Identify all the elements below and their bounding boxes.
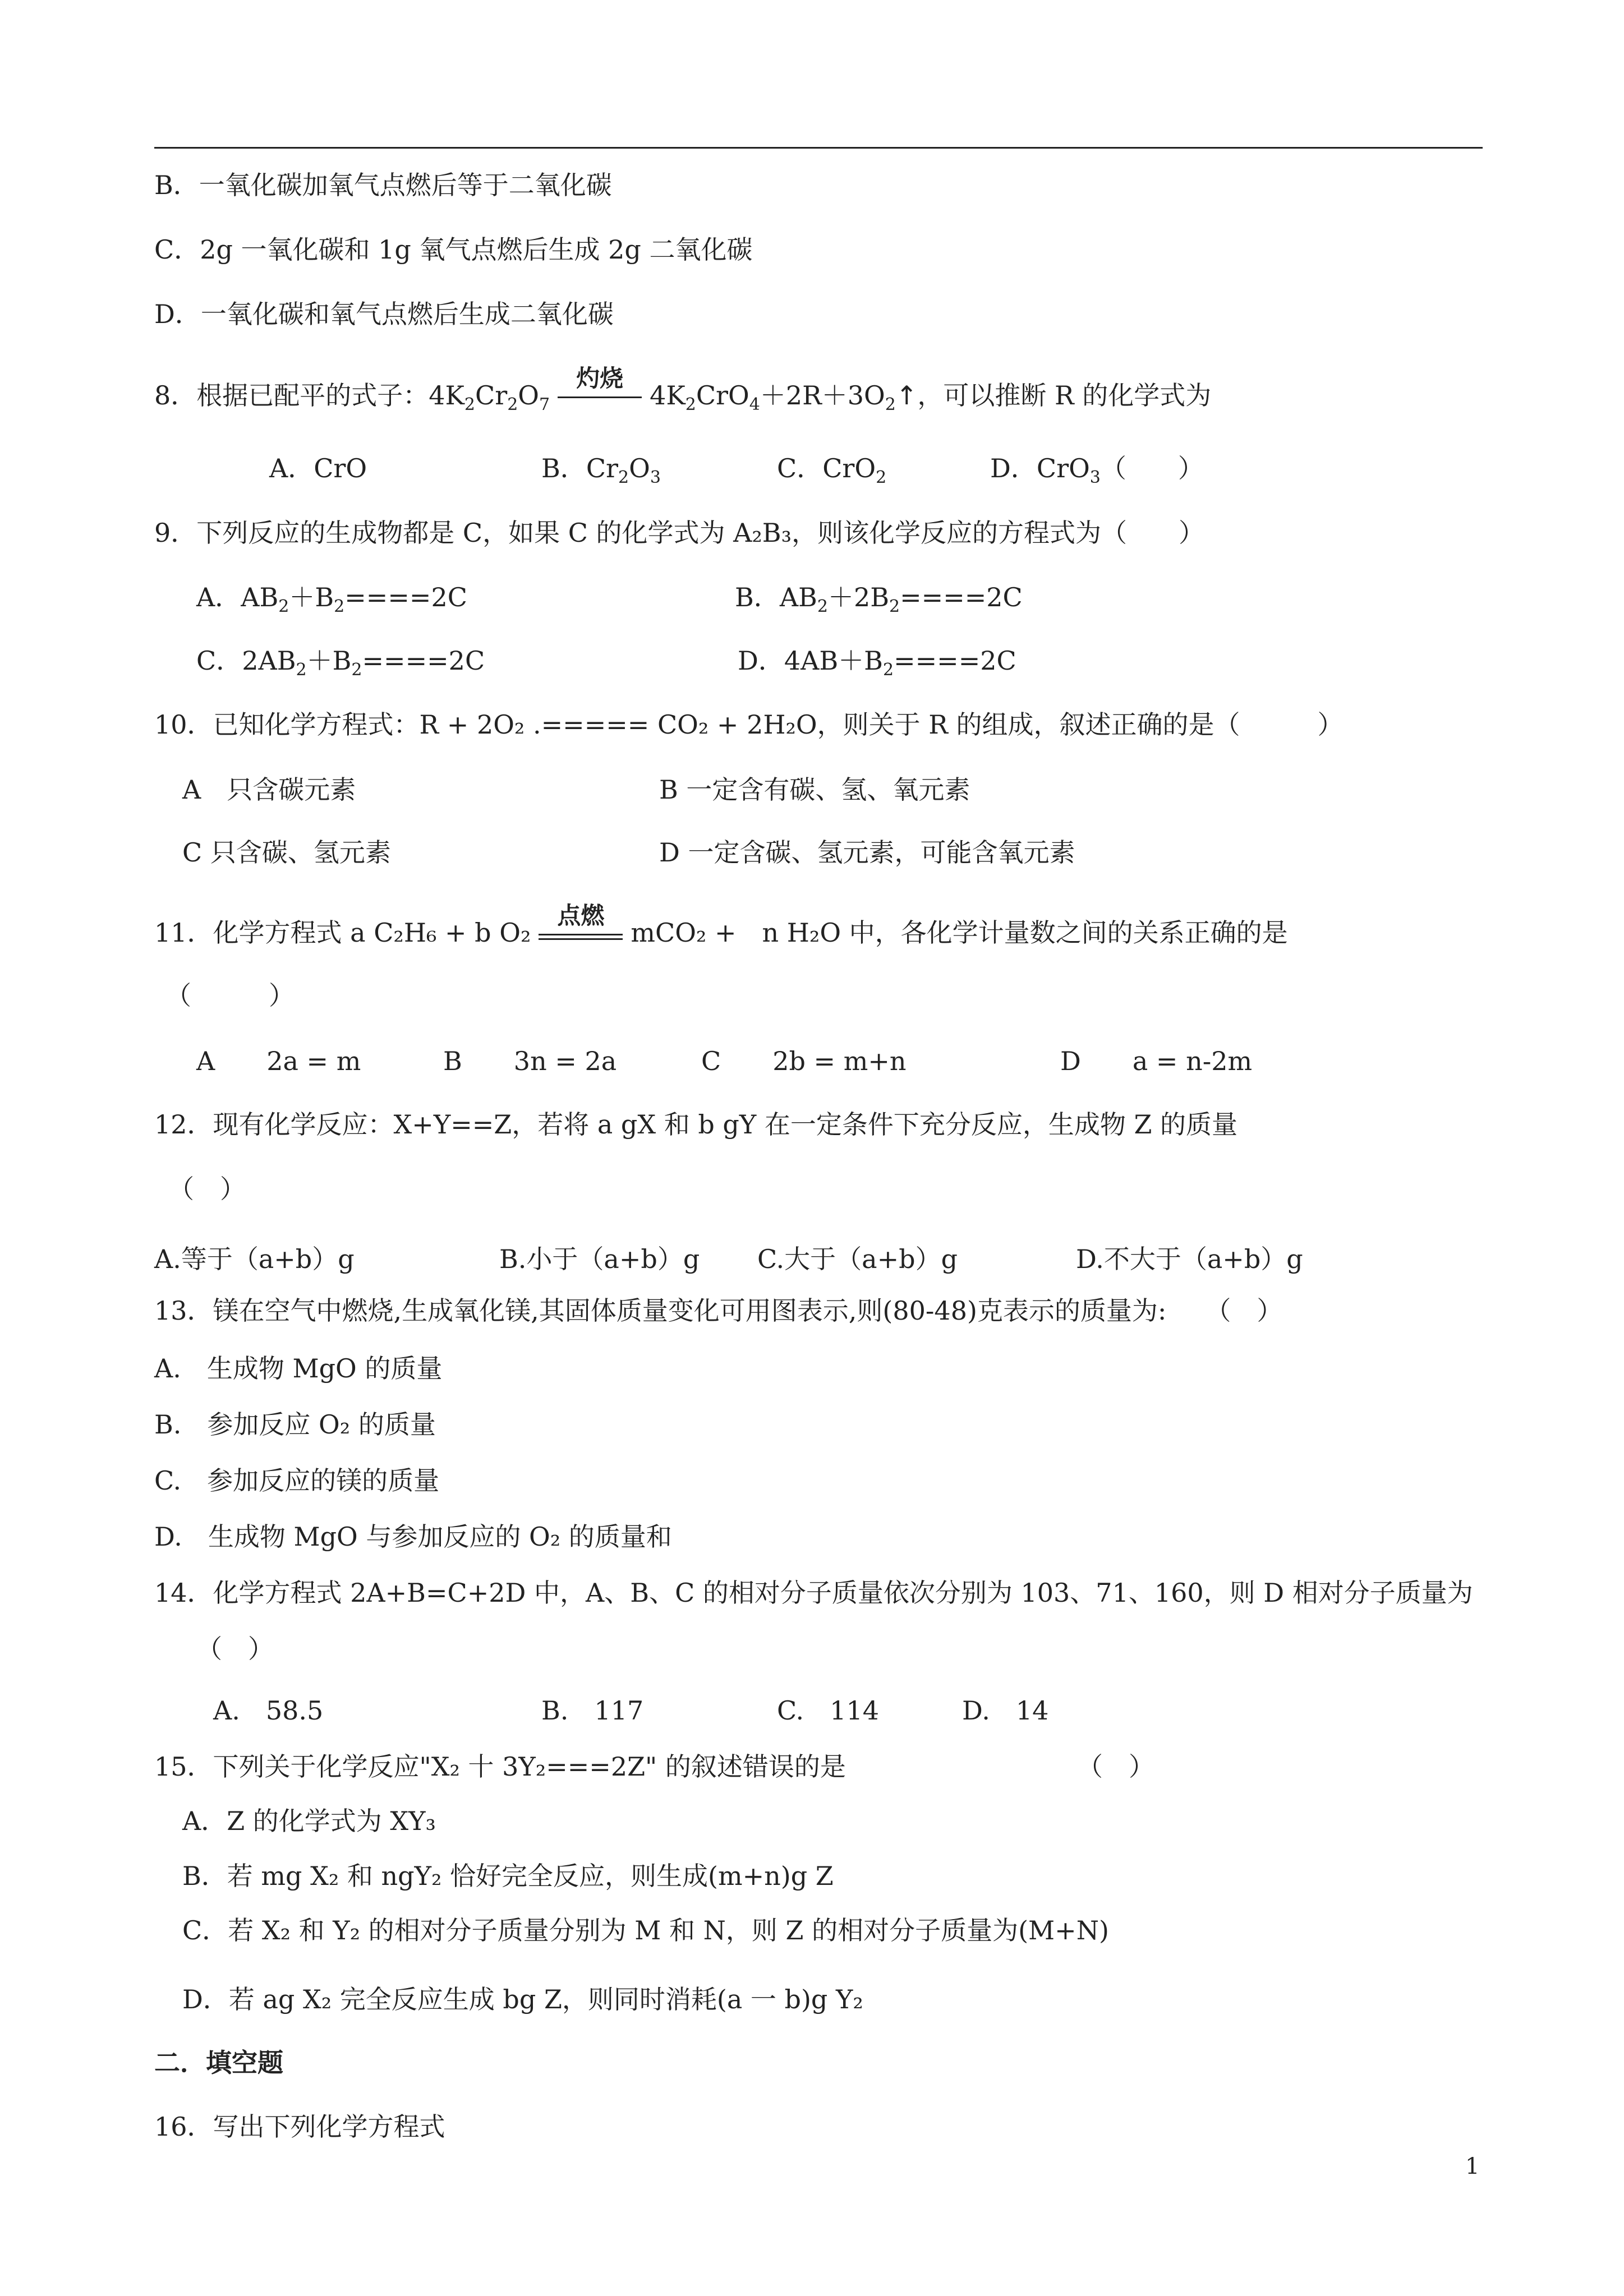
q9-option-b: B．$AB_2+2B_2====2C$ bbox=[735, 582, 1023, 616]
q8-condition-label: 灼烧 bbox=[576, 365, 624, 392]
q8-condition-bar bbox=[558, 397, 642, 398]
q9-option-c: C．$2AB_2+B_2====2C$ bbox=[196, 646, 485, 680]
q11-condition-label: 点燃 bbox=[557, 902, 605, 929]
q8-condition-mark bbox=[558, 365, 642, 412]
q11-condition-bar bbox=[539, 934, 623, 935]
q11-option-d: D a = n-2m bbox=[1060, 1046, 1253, 1076]
q12-option-c: C.大于（a+b）g bbox=[757, 1244, 958, 1274]
q15-option-c: C．若 X₂ 和 Y₂ 的相对分子质量分别为 M 和 N，则 Z 的相对分子质量为(M+N) bbox=[182, 1915, 1109, 1945]
q8-option-b: B．$Cr_2O_3$ bbox=[541, 453, 661, 487]
q11-condition-mark bbox=[539, 902, 623, 949]
q10-option-b: B 一定含有碳、氢、氧元素 bbox=[659, 774, 970, 805]
q8-reactant: $4K_2Cr_2O_7$ bbox=[429, 380, 550, 414]
q12-option-a: A.等于（a+b）g bbox=[154, 1244, 355, 1274]
q14-option-c: C. 114 bbox=[777, 1695, 879, 1726]
q11-answer-paren: （ ） bbox=[165, 980, 295, 1011]
q12-stem: 12．现有化学反应：X+Y==Z，若将 a gX 和 b gY 在一定条件下充分反应，生成物 Z 的质量 bbox=[154, 1109, 1238, 1140]
q14-option-d: D. 14 bbox=[962, 1695, 1049, 1726]
q11-stem bbox=[154, 902, 1288, 949]
q12-option-d: D.不大于（a+b）g bbox=[1076, 1244, 1303, 1274]
q8-answer-paren: （ ） bbox=[1100, 453, 1204, 483]
q15-option-d: D．若 ag X₂ 完全反应生成 bg Z，则同时消耗(a 一 b)g Y₂ bbox=[182, 1984, 863, 2014]
header-rule bbox=[154, 147, 1483, 149]
q9-option-d: D．$4AB+B_2====2C$ bbox=[738, 646, 1016, 680]
q15-stem: 15．下列关于化学反应"X₂ 十 3Y₂===2Z" 的叙述错误的是 bbox=[154, 1751, 846, 1782]
q14-option-a: A. 58.5 bbox=[213, 1695, 324, 1726]
q11-prefix: 11．化学方程式 a C₂H₆ + b O₂ bbox=[154, 918, 531, 948]
q8-stem bbox=[154, 365, 1212, 414]
q16-stem: 16．写出下列化学方程式 bbox=[154, 2111, 445, 2142]
q14-stem: 14．化学方程式 2A+B=C+2D 中，A、B、C 的相对分子质量依次分别为 103、71、160，则 D 相对分子质量为 bbox=[154, 1578, 1473, 1608]
q15-option-b: B．若 mg X₂ 和 ngY₂ 恰好完全反应，则生成(m+n)g Z bbox=[182, 1861, 834, 1891]
q13-option-d: D. 生成物 MgO 与参加反应的 O₂ 的质量和 bbox=[154, 1522, 672, 1552]
q10-stem: 10．已知化学方程式：R + 2O₂ .===== CO₂ + 2H₂O，则关于 R 的组成，叙述正确的是（ ） bbox=[154, 709, 1344, 740]
q10-option-c: C 只含碳、氢元素 bbox=[182, 837, 391, 868]
q14-option-b: B. 117 bbox=[541, 1695, 644, 1726]
q9-option-c-label: C． bbox=[196, 646, 242, 676]
q11-condition-bar-lower bbox=[539, 938, 623, 940]
q8-option-b-label: B． bbox=[541, 453, 586, 483]
q12-answer-paren: （ ） bbox=[168, 1174, 246, 1204]
q9-stem: 9．下列反应的生成物都是 C，如果 C 的化学式为 A₂B₃，则该化学反应的方程式为（ ） bbox=[154, 518, 1205, 548]
q8-option-d: D．CrO$_3$（ ） bbox=[990, 453, 1204, 487]
q8-prefix: 8．根据已配平的式子： bbox=[154, 380, 429, 411]
q13-option-c: C. 参加反应的镁的质量 bbox=[154, 1465, 440, 1496]
q15-answer-paren: （ ） bbox=[1077, 1751, 1154, 1782]
q8-option-a: A．CrO bbox=[269, 453, 367, 483]
q8-option-c-label: C． bbox=[777, 453, 823, 483]
q9-option-d-label: D． bbox=[738, 646, 784, 676]
q13-option-a: A. 生成物 MgO 的质量 bbox=[154, 1353, 443, 1384]
q8-option-d-label: D． bbox=[990, 453, 1037, 483]
q12-option-b: B.小于（a+b）g bbox=[499, 1244, 700, 1274]
q9-option-a-label: A． bbox=[196, 582, 241, 612]
q11-suffix: mCO₂ + n H₂O 中，各化学计量数之间的关系正确的是 bbox=[631, 918, 1288, 948]
q13-option-b: B. 参加反应 O₂ 的质量 bbox=[154, 1409, 436, 1440]
q11-option-c: C 2b = m+n bbox=[701, 1046, 907, 1076]
section-title-fill-in: 二．填空题 bbox=[154, 2048, 283, 2078]
q10-option-a: A 只含碳元素 bbox=[182, 774, 356, 805]
q13-stem: 13．镁在空气中燃烧,生成氧化镁,其固体质量变化可用图表示,则(80-48)克表示的质量为: （ ） bbox=[154, 1295, 1283, 1326]
q7-option-d: D．一氧化碳和氧气点燃后生成二氧化碳 bbox=[154, 299, 614, 329]
q11-option-b: B 3n = 2a bbox=[443, 1046, 617, 1076]
q8-products: $4K_2CrO_4+2R+3O_2↑$ bbox=[650, 380, 918, 414]
q14-answer-paren: （ ） bbox=[196, 1634, 274, 1664]
q9-option-a: A．$AB_2+B_2====2C$ bbox=[196, 582, 467, 616]
page-number: 1 bbox=[1465, 2154, 1480, 2179]
q15-option-a: A．Z 的化学式为 XY₃ bbox=[182, 1806, 436, 1836]
q7-option-b: B．一氧化碳加氧气点燃后等于二氧化碳 bbox=[154, 170, 612, 200]
q7-option-c: C．2g 一氧化碳和 1g 氧气点燃后生成 2g 二氧化碳 bbox=[154, 234, 753, 265]
q10-option-d: D 一定含碳、氢元素，可能含氧元素 bbox=[659, 837, 1075, 868]
q11-option-a: A 2a = m bbox=[196, 1046, 361, 1076]
q8-option-c: C．CrO$_2$ bbox=[777, 453, 887, 487]
q8-suffix: ，可以推断 R 的化学式为 bbox=[917, 380, 1212, 411]
q9-option-b-label: B． bbox=[735, 582, 780, 612]
